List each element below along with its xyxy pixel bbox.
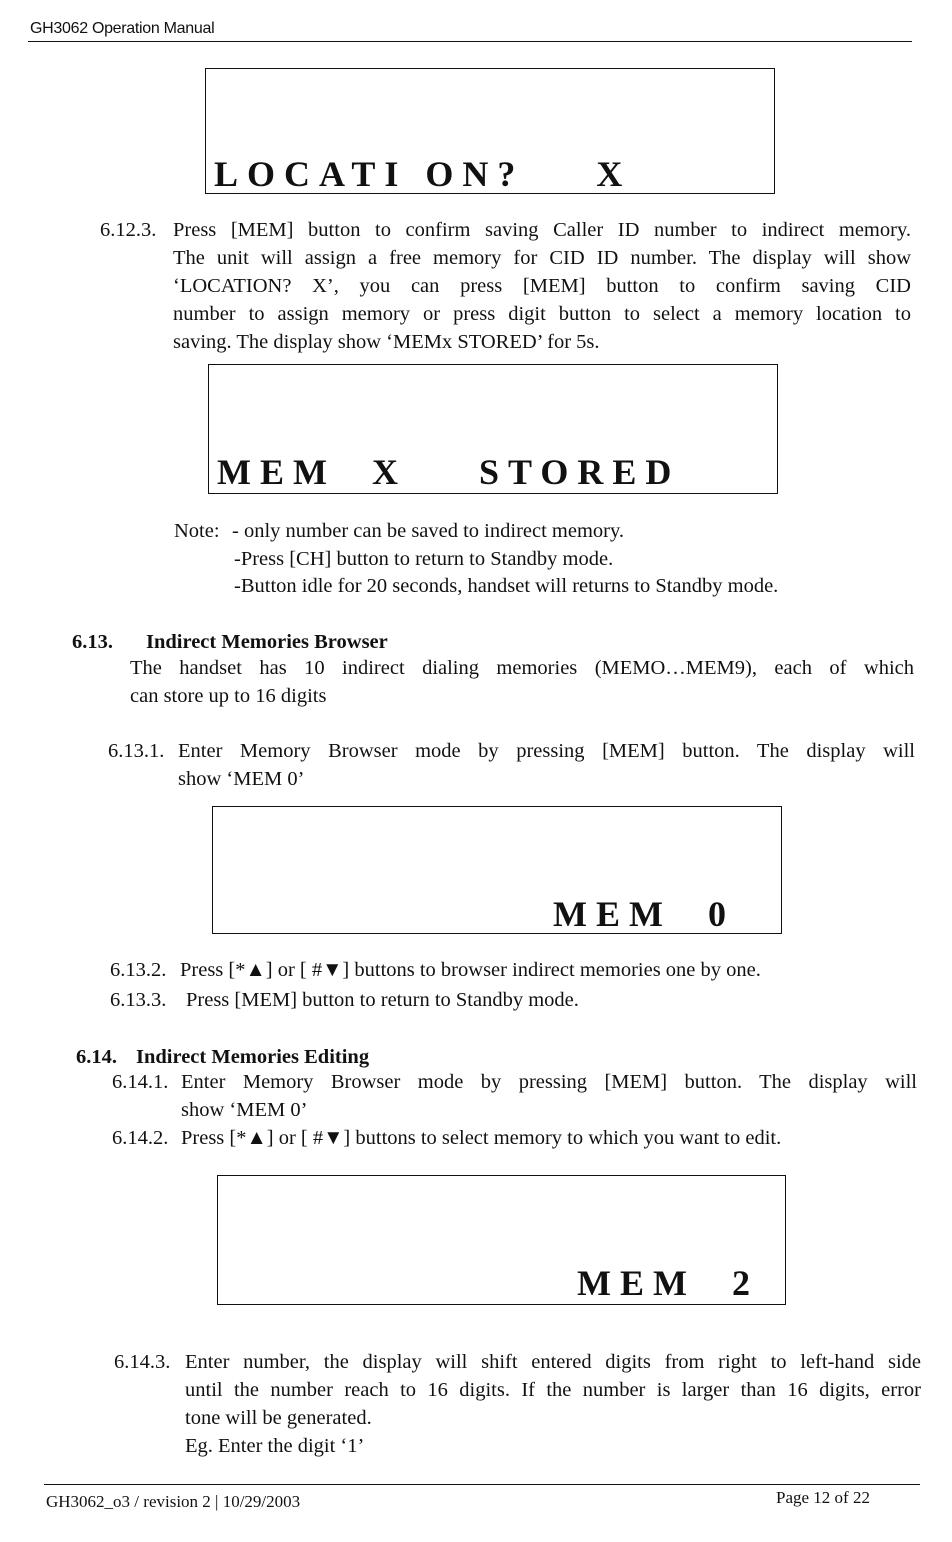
- text-line: Enter Memory Browser mode by pressing [MEM] button. The display will: [181, 1071, 917, 1093]
- note-item: -Button idle for 20 seconds, handset will returns to Standby mode.: [234, 575, 779, 597]
- footer-rule: [44, 1484, 920, 1485]
- lcd-text: LOCATI ON? X: [214, 154, 632, 194]
- lcd-text: MEM X STORED: [217, 452, 681, 492]
- section-number: 6.14.2.: [112, 1127, 169, 1149]
- footer-doc-revision: GH3062_o3 / revision 2 | 10/29/2003: [46, 1492, 301, 1511]
- text-line: Enter Memory Browser mode by pressing [MEM] button. The display will: [178, 740, 915, 762]
- section-heading: Indirect Memories Browser: [146, 631, 388, 653]
- section-number: 6.13.3.: [110, 989, 167, 1011]
- paragraph-6-13-1: [178, 737, 915, 793]
- text-line: show ‘MEM 0’: [178, 768, 305, 790]
- note-item: -Press [CH] button to return to Standby mode.: [234, 548, 614, 570]
- text-line: Enter number, the display will shift entered digits from right to left-hand side: [185, 1351, 921, 1373]
- lcd-display-stored: [208, 364, 778, 494]
- header-rule: [28, 41, 912, 42]
- text-line: The handset has 10 indirect dialing memories (MEMO…MEM9), each of which: [130, 657, 914, 679]
- section-number: 6.13.: [72, 631, 113, 653]
- text-line: can store up to 16 digits: [130, 685, 327, 707]
- section-number: 6.13.2.: [110, 959, 167, 981]
- lcd-text: MEM 0: [553, 894, 735, 934]
- header-title: GH3062 Operation Manual: [30, 20, 215, 37]
- section-number: 6.14.: [76, 1046, 117, 1068]
- section-heading: Indirect Memories Editing: [136, 1046, 370, 1068]
- lcd-text: MEM 2: [577, 1263, 759, 1303]
- text-line: number to assign memory or press digit button to select a memory location to: [173, 303, 911, 325]
- footer-page-number: Page 12 of 22: [776, 1488, 870, 1507]
- section-number: 6.14.3.: [114, 1351, 171, 1373]
- paragraph-6-12-3: [173, 216, 911, 356]
- text-line: tone will be generated.: [185, 1407, 372, 1429]
- paragraph-6-14-1: [181, 1068, 917, 1124]
- section-number: 6.13.1.: [108, 740, 165, 762]
- text-line: Press [MEM] button to confirm saving Caller ID number to indirect memory.: [173, 219, 911, 241]
- lcd-display-mem0: [212, 806, 782, 934]
- note-item: - only number can be saved to indirect memory.: [232, 520, 625, 542]
- text-line: show ‘MEM 0’: [181, 1099, 308, 1121]
- text-line: ‘LOCATION? X’, you can press [MEM] button to confirm saving CID: [173, 275, 911, 297]
- instruction-text: Press [MEM] button to return to Standby mode.: [186, 989, 579, 1011]
- lcd-display-location: [205, 68, 775, 194]
- lcd-display-mem2: [217, 1175, 786, 1305]
- instruction-text: Press [*▲] or [ #▼] buttons to select memory to which you want to edit.: [181, 1127, 782, 1149]
- paragraph-6-13: [130, 654, 914, 710]
- text-line: Eg. Enter the digit ‘1’: [185, 1435, 365, 1457]
- text-line: saving. The display show ‘MEMx STORED’ for 5s.: [173, 331, 600, 353]
- text-line: until the number reach to 16 digits. If the number is larger than 16 digits, error: [185, 1379, 921, 1401]
- instruction-text: Press [*▲] or [ #▼] buttons to browser indirect memories one by one.: [180, 959, 761, 981]
- section-number: 6.12.3.: [100, 219, 157, 241]
- section-number: 6.14.1.: [112, 1071, 169, 1093]
- text-line: The unit will assign a free memory for CID ID number. The display will show: [173, 247, 911, 269]
- note-label: Note:: [174, 520, 220, 542]
- paragraph-6-14-3: [185, 1348, 921, 1460]
